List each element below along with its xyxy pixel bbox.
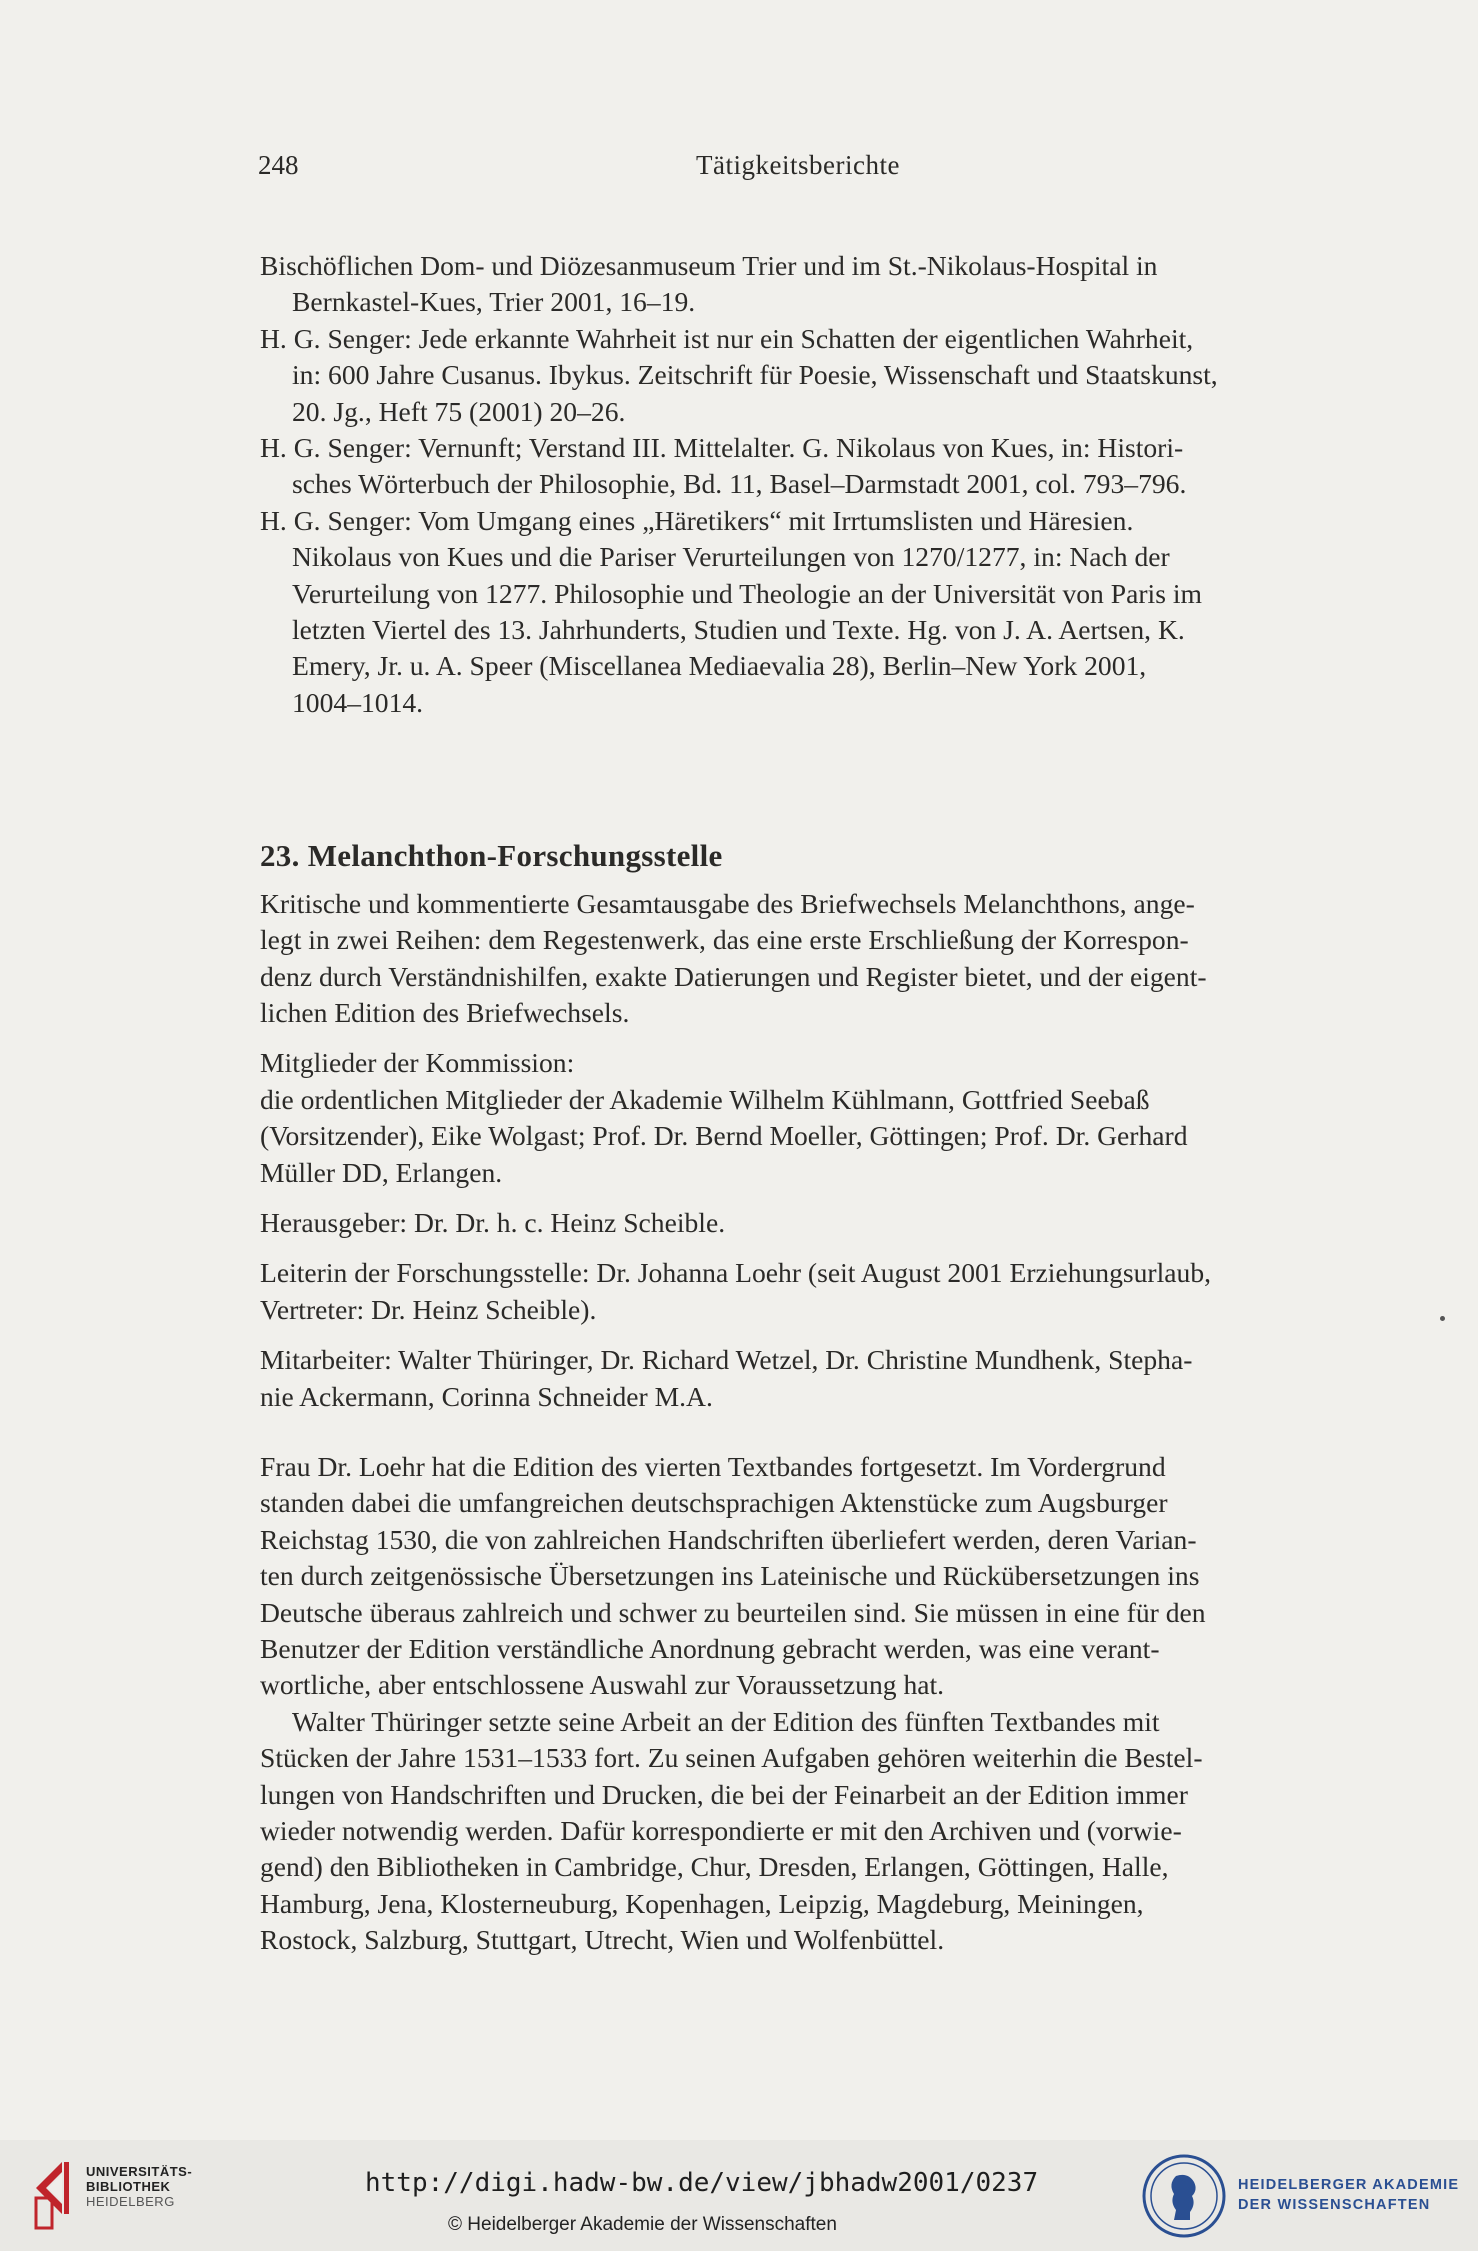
text-line: legt in zwei Reihen: dem Regestenwerk, das eine erste Erschließung der Korrespon- [260, 924, 1189, 956]
report-paragraph-2 [260, 1704, 1338, 1959]
reference-line: 1004–1014. [292, 686, 424, 718]
section-title: 23. Melanchthon-Forschungsstelle [260, 838, 723, 874]
digitization-footer [0, 2140, 1478, 2251]
academy-name: HEIDELBERGER AKADEMIE DER WISSENSCHAFTEN [1238, 2177, 1460, 2213]
text-line: wieder notwendig werden. Dafür korrespondierte er mit den Archiven und (vorwie- [260, 1815, 1182, 1847]
reference-entry [260, 321, 1338, 430]
text-line: denz durch Verständnishilfen, exakte Datierungen und Register bietet, und der eigent- [260, 960, 1207, 992]
academy-seal-icon [1140, 2152, 1228, 2240]
editor-line: Herausgeber: Dr. Dr. h. c. Heinz Scheible. [260, 1206, 726, 1238]
permalink-url[interactable]: http://digi.hadw-bw.de/view/jbhadw2001/0237 [365, 2168, 1039, 2198]
text-line: Rostock, Salzburg, Stuttgart, Utrecht, Wien und Wolfenbüttel. [260, 1924, 945, 1956]
text-line: lungen von Handschriften und Drucken, die bei der Feinarbeit an der Edition immer [260, 1778, 1188, 1810]
text-line: die ordentlichen Mitglieder der Akademie Wilhelm Kühlmann, Gottfried Seebaß [260, 1083, 1150, 1115]
text-line: ten durch zeitgenössische Übersetzungen ins Lateinische und Rückübersetzungen ins [260, 1560, 1200, 1592]
text-line: Mitarbeiter: Walter Thüringer, Dr. Richard Wetzel, Dr. Christine Mundhenk, Stepha- [260, 1344, 1193, 1376]
text-line: Leiterin der Forschungsstelle: Dr. Johanna Loehr (seit August 2001 Erziehungsurlaub, [260, 1257, 1212, 1289]
reference-line: Emery, Jr. u. A. Speer (Miscellanea Mediaevalia 28), Berlin–New York 2001, [292, 650, 1147, 682]
text-line: wortliche, aber entschlossene Auswahl zur Voraussetzung hat. [260, 1669, 945, 1701]
text-line: Benutzer der Edition verständliche Anordnung gebracht werden, was eine verant- [260, 1633, 1160, 1664]
text-line: Hamburg, Jena, Klosterneuburg, Kopenhagen, Leipzig, Magdeburg, Meiningen, [260, 1887, 1144, 1919]
reference-entry [260, 430, 1338, 503]
reference-line: in: 600 Jahre Cusanus. Ibykus. Zeitschrift für Poesie, Wissenschaft und Staatskunst, [292, 359, 1218, 391]
staff-line [260, 1342, 1338, 1415]
reference-line: H. G. Senger: Jede erkannte Wahrheit ist nur ein Schatten der eigentlichen Wahrheit, [260, 322, 1194, 354]
text-line: gend) den Bibliotheken in Cambridge, Chur, Dresden, Erlangen, Göttingen, Halle, [260, 1851, 1169, 1883]
section-intro [260, 886, 1338, 1032]
commission-members [260, 1082, 1338, 1191]
text-line: nie Ackermann, Corinna Schneider M.A. [260, 1380, 713, 1412]
reference-line: 20. Jg., Heft 75 (2001) 20–26. [292, 395, 626, 427]
page-content [260, 248, 1338, 1959]
reference-entry [260, 248, 1338, 321]
reference-line: letzten Viertel des 13. Jahrhunderts, Studien und Texte. Hg. von J. A. Aertsen, K. [292, 614, 1185, 646]
text-line: Vertreter: Dr. Heinz Scheible). [260, 1293, 597, 1325]
running-head [258, 150, 1338, 190]
text-line: Deutsche überaus zahlreich und schwer zu beurteilen sind. Sie müssen in eine für den [260, 1596, 1206, 1628]
reference-line: H. G. Senger: Vernunft; Verstand III. Mittelalter. G. Nikolaus von Kues, in: Histori- [260, 432, 1184, 464]
text-line: Walter Thüringer setzte seine Arbeit an der Edition des fünften Textbandes mit [292, 1705, 1160, 1737]
copyright-notice: © Heidelberger Akademie der Wissenschaften [448, 2214, 837, 2235]
reference-list [260, 248, 1338, 721]
university-library-logo-icon [32, 2158, 82, 2230]
text-line: Frau Dr. Loehr hat die Edition des vierten Textbandes fortgesetzt. Im Vordergrund [260, 1450, 1166, 1482]
reference-line: Bernkastel-Kues, Trier 2001, 16–19. [292, 286, 696, 318]
reference-entry [260, 503, 1338, 721]
scan-speck [1440, 1316, 1445, 1321]
commission-label: Mitglieder der Kommission: [260, 1047, 575, 1079]
university-library-name: UNIVERSITÄTS- BIBLIOTHEK HEIDELBERG [86, 2164, 193, 2209]
text-line: standen dabei die umfangreichen deutschsprachigen Aktenstücke zum Augsburger [260, 1487, 1168, 1519]
reference-line: sches Wörterbuch der Philosophie, Bd. 11, Basel–Darmstadt 2001, col. 793–796. [292, 468, 1187, 500]
text-line: lichen Edition des Briefwechsels. [260, 996, 630, 1028]
reference-line: Nikolaus von Kues und die Pariser Verurteilungen von 1270/1277, in: Nach der [292, 541, 1170, 573]
running-title: Tätigkeitsberichte [696, 150, 900, 180]
text-line: Müller DD, Erlangen. [260, 1156, 503, 1188]
text-line: Kritische und kommentierte Gesamtausgabe des Briefwechsels Melanchthons, ange- [260, 887, 1195, 919]
reference-line: Bischöflichen Dom- und Diözesanmuseum Trier und im St.-Nikolaus-Hospital in [260, 250, 1158, 281]
page-number: 248 [258, 150, 299, 180]
text-line: (Vorsitzender), Eike Wolgast; Prof. Dr. Bernd Moeller, Göttingen; Prof. Dr. Gerhard [260, 1120, 1188, 1152]
head-line [260, 1255, 1338, 1328]
reference-line: Verurteilung von 1277. Philosophie und Theologie an der Universität von Paris im [292, 577, 1202, 609]
report-paragraph-1 [260, 1449, 1338, 1704]
text-line: Reichstag 1530, die von zahlreichen Handschriften überliefert werden, deren Varian- [260, 1523, 1197, 1555]
reference-line: H. G. Senger: Vom Umgang eines „Häretikers“ mit Irrtumslisten und Häresien. [260, 504, 1134, 536]
text-line: Stücken der Jahre 1531–1533 fort. Zu seinen Aufgaben gehören weiterhin die Bestel- [260, 1742, 1203, 1774]
